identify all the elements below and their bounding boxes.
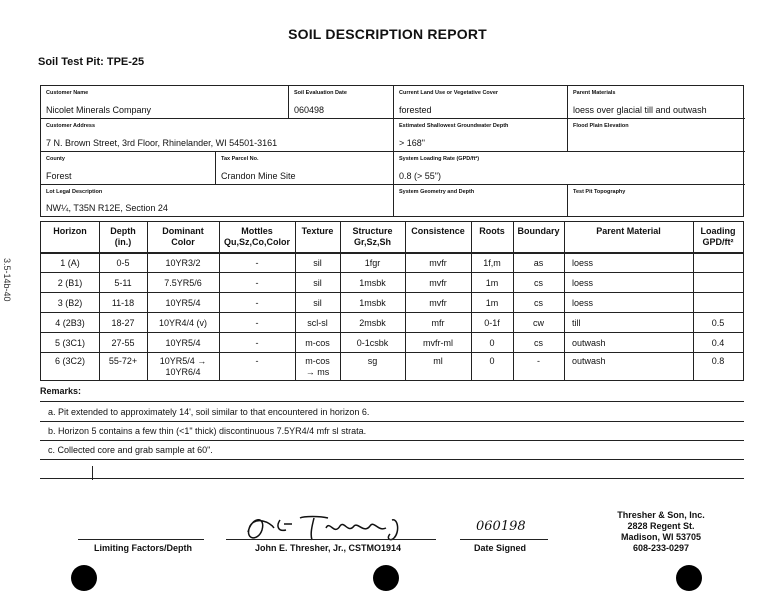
remarks-rule [40, 478, 744, 479]
cell-horizon: 3 (B2) [57, 298, 83, 308]
cell-parent: loess [572, 278, 594, 288]
cell-color: 10YR3/2 [165, 258, 201, 268]
cell-color: 10YR4/4 (v) [158, 318, 208, 328]
header-roots [471, 226, 513, 237]
remarks-rule [40, 459, 744, 460]
land-use-cell [394, 86, 568, 119]
cell-loading: 0.5 [711, 318, 725, 328]
cell-depth: 11-18 [111, 298, 135, 308]
groundwater-value: > 168" [399, 138, 425, 148]
soil-test-pit-label: Soil Test Pit: TPE-25 [38, 56, 145, 68]
row-divider [41, 292, 743, 293]
remarks-label: Remarks: [40, 386, 82, 396]
header-depth-l2: (in.) [114, 237, 132, 247]
topography-label: Test Pit Topography [573, 189, 626, 195]
header-loading-l2: GPD/ft² [702, 237, 734, 247]
header-boundary-l1: Boundary [517, 226, 560, 236]
cell-loading: 0.4 [711, 338, 725, 348]
customer-name-cell [41, 86, 289, 119]
loading-rate-value: 0.8 (> 55") [399, 171, 441, 181]
header-depth-l1: Depth [110, 226, 136, 236]
cell-depth: 5-11 [114, 278, 132, 288]
cell-mottles: - [255, 356, 259, 366]
header-parent-material [564, 226, 693, 237]
cell-roots: 0 [489, 338, 495, 348]
cell-roots: 1f,m [483, 258, 501, 268]
remarks-rule [40, 440, 744, 441]
pen-mark [92, 466, 93, 480]
side-code [0, 258, 14, 304]
punch-hole [373, 565, 399, 591]
row-divider [41, 272, 743, 273]
header-texture-l1: Texture [301, 226, 334, 236]
cell-color-line2: 10YR6/4 [165, 367, 201, 377]
side-code-text: 3.5-14b-40 [2, 258, 12, 302]
cell-roots: 1m [485, 278, 499, 288]
header-color-l1: Dominant [162, 226, 204, 236]
remarks-rule [40, 401, 744, 402]
cell-consistence: mfr [431, 318, 445, 328]
cell-boundary: as [533, 258, 544, 268]
cell-roots: 0-1f [484, 318, 500, 328]
punch-hole [71, 565, 97, 591]
col-divider [564, 222, 565, 380]
cell-texture [295, 356, 340, 378]
signer-name: John E. Thresher, Jr., CSTMO1914 [255, 543, 402, 553]
company-block [606, 510, 716, 554]
row-divider [41, 332, 743, 333]
cell-boundary: - [537, 356, 540, 366]
address-cell [41, 119, 394, 152]
eval-date-value: 060498 [294, 105, 325, 115]
cell-consistence: mvfr-ml [423, 338, 453, 348]
legal-description-cell [41, 185, 394, 216]
header-texture [295, 226, 340, 237]
cell-texture: sil [313, 278, 322, 288]
legal-description-value: NW¼, T35N R12E, Section 24 [46, 203, 168, 213]
signature [240, 512, 440, 546]
flood-plain-label: Flood Plain Elevation [573, 123, 629, 129]
loading-rate-cell [394, 152, 745, 185]
cell-consistence: ml [433, 356, 443, 366]
cell-consistence: mvfr [429, 298, 447, 308]
cell-parent: outwash [572, 356, 606, 366]
tax-parcel-label: Tax Parcel No. [221, 156, 259, 162]
land-use-value: forested [399, 105, 432, 115]
cell-structure: 0-1csbk [356, 338, 389, 348]
header-horizon [41, 226, 99, 237]
cell-loading: 0.8 [711, 356, 725, 366]
tax-parcel-value: Crandon Mine Site [221, 171, 296, 181]
cell-depth: 18-27 [111, 318, 135, 328]
system-geometry-label: System Geometry and Depth [399, 189, 475, 195]
punch-hole [676, 565, 702, 591]
report-title: SOIL DESCRIPTION REPORT [288, 26, 487, 42]
cell-horizon: 1 (A) [60, 258, 80, 268]
header-mottles-l1: Mottles [241, 226, 273, 236]
company-name: Thresher & Son, Inc. [617, 510, 705, 520]
company-city: Madison, WI 53705 [620, 532, 702, 542]
cell-structure: sg [367, 356, 378, 366]
parent-materials-label: Parent Materials [573, 90, 616, 96]
groundwater-cell [394, 119, 568, 152]
cell-color: 10YR5/4 [165, 338, 201, 348]
remark-a: a. Pit extended to approximately 14', soil similar to that encountered in horizon 6. [48, 407, 370, 417]
date-line [460, 539, 548, 540]
row-divider [41, 352, 743, 353]
cell-color-line1: 10YR5/4 → [159, 356, 207, 366]
customer-name-value: Nicolet Minerals Company [46, 105, 152, 115]
header-horizon-l1: Horizon [53, 226, 87, 236]
limiting-factors-label: Limiting Factors/Depth [94, 543, 193, 553]
parent-materials-value: loess over glacial till and outwash [573, 105, 707, 115]
company-street: 2828 Regent St. [627, 521, 695, 531]
eval-date-label: Soil Evaluation Date [294, 90, 347, 96]
signature-scrawl [240, 512, 440, 546]
header-consistence [405, 226, 471, 237]
cell-depth: 55-72+ [108, 356, 138, 366]
header-structure [340, 226, 405, 248]
cell-parent: loess [572, 258, 594, 268]
cell-structure: 2msbk [359, 318, 386, 328]
header-mottles-l2: Qu,Sz,Co,Color [224, 237, 290, 247]
cell-boundary: cs [534, 278, 543, 288]
remark-c: c. Collected core and grab sample at 60". [48, 445, 213, 455]
cell-boundary: cw [533, 318, 544, 328]
header-divider [41, 252, 743, 254]
cell-roots: 0 [489, 356, 495, 366]
info-grid [40, 85, 744, 217]
cell-color: 10YR5/4 [165, 298, 201, 308]
land-use-label: Current Land Use or Vegetative Cover [399, 90, 499, 96]
cell-horizon: 5 (3C1) [54, 338, 85, 348]
cell-horizon: 2 (B1) [57, 278, 83, 288]
limiting-line [78, 539, 204, 540]
county-label: County [46, 156, 65, 162]
cell-texture-line2: → ms [305, 367, 330, 377]
cell-color: 7.5YR5/6 [164, 278, 202, 288]
cell-depth: 27-55 [111, 338, 135, 348]
header-loading [693, 226, 743, 248]
cell-consistence: mvfr [429, 258, 447, 268]
header-roots-l1: Roots [479, 226, 505, 236]
address-value: 7 N. Brown Street, 3rd Floor, Rhinelander, WI 54501-3161 [46, 138, 278, 148]
cell-texture: scl-sl [307, 318, 328, 328]
row-divider [41, 312, 743, 313]
header-parent-material-l1: Parent Material [596, 226, 661, 236]
date-handwritten: 060198 [476, 519, 526, 534]
header-structure-l2: Gr,Sz,Sh [353, 237, 391, 247]
cell-texture-line1: m-cos [305, 356, 330, 366]
groundwater-label: Estimated Shallowest Groundwater Depth [399, 123, 509, 129]
cell-mottles: - [255, 298, 259, 308]
loading-rate-label: System Loading Rate (GPD/ft²) [399, 156, 480, 162]
cell-boundary: cs [534, 298, 543, 308]
horizon-table [40, 221, 744, 381]
cell-color [147, 356, 219, 378]
cell-texture: m-cos [305, 338, 330, 348]
system-geometry-cell [394, 185, 568, 216]
cell-structure: 1msbk [359, 278, 386, 288]
legal-description-label: Lot Legal Description [46, 189, 103, 195]
header-loading-l1: Loading [700, 226, 736, 236]
cell-mottles: - [255, 258, 259, 268]
cell-consistence: mvfr [429, 278, 447, 288]
remark-b: b. Horizon 5 contains a few thin (<1" thick) discontinuous 7.5YR4/4 mfr sl strata. [48, 426, 367, 436]
header-structure-l1: Structure [352, 226, 393, 236]
cell-structure: 1fgr [364, 258, 381, 268]
cell-horizon: 4 (2B3) [55, 318, 85, 328]
address-label: Customer Address [46, 123, 96, 129]
cell-texture: sil [313, 298, 322, 308]
county-value: Forest [46, 171, 72, 181]
parent-materials-cell [568, 86, 745, 119]
cell-mottles: - [255, 278, 259, 288]
topography-cell [568, 185, 745, 216]
cell-parent: loess [572, 298, 594, 308]
cell-boundary: cs [534, 338, 543, 348]
header-mottles [219, 226, 295, 248]
county-cell [41, 152, 216, 185]
customer-name-label: Customer Name [46, 90, 89, 96]
cell-mottles: - [255, 318, 259, 328]
header-consistence-l1: Consistence [411, 226, 465, 236]
header-color-l2: Color [171, 237, 195, 247]
flood-plain-cell [568, 119, 745, 152]
cell-mottles: - [255, 338, 259, 348]
tax-parcel-cell [216, 152, 394, 185]
cell-texture: sil [313, 258, 322, 268]
signature-line [226, 539, 436, 540]
cell-horizon: 6 (3C2) [54, 356, 85, 366]
header-color [147, 226, 219, 248]
cell-parent: outwash [572, 338, 606, 348]
header-depth [99, 226, 147, 248]
cell-parent: till [572, 318, 581, 328]
eval-date-cell [289, 86, 394, 119]
date-signed-label: Date Signed [474, 543, 527, 553]
header-boundary [513, 226, 564, 237]
cell-structure: 1msbk [359, 298, 386, 308]
remarks-rule [40, 421, 744, 422]
company-phone: 608-233-0297 [632, 543, 690, 553]
cell-depth: 0-5 [116, 258, 130, 268]
cell-roots: 1m [485, 298, 499, 308]
